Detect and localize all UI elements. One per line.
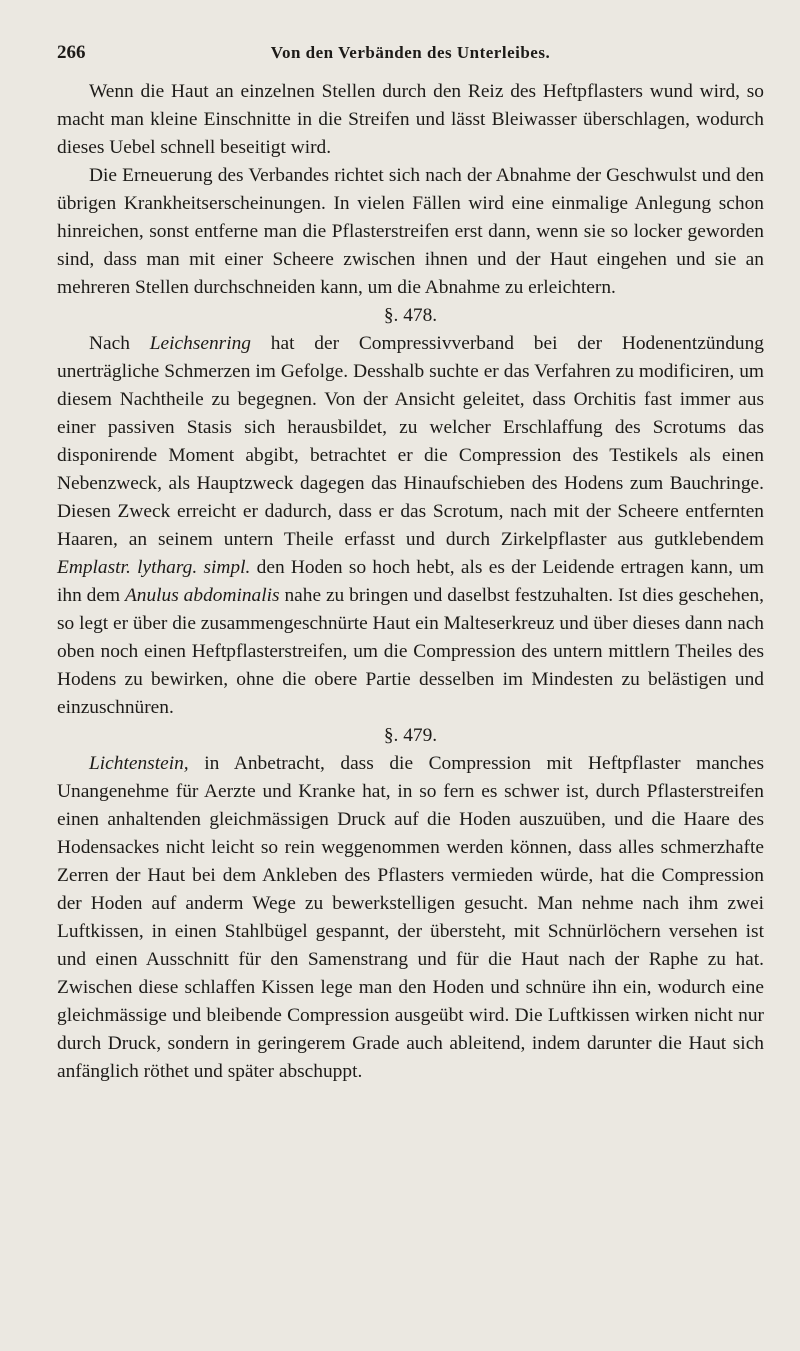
paragraph: Wenn die Haut an einzelnen Stellen durch den Reiz des Heftpflasters wund wird, so macht man kleine Einschnitte in die Streifen und lässt Bleiwasser überschlagen, wodurch dieses Uebel schnell beseitigt wird.: [57, 81, 764, 158]
running-title: Von den Verbänden des Unterleibes.: [270, 43, 551, 62]
latin-term: Anulus abdominalis: [124, 585, 280, 606]
page-body: [57, 78, 764, 1086]
section-number: §. 478.: [383, 305, 438, 326]
paragraph: Die Erneuerung des Verbandes richtet sich nach der Abnahme der Geschwulst und den übrigen Krankheitserscheinungen. In vielen Fällen wird eine einmalige Anlegung schon hinreichen, sonst entferne man die Pflasterstreifen erst dann, wenn sie so locker geworden sind, dass man mit einer Scheere zwischen ihnen und der Haut eingehen und sie an mehreren Stellen durchschneiden kann, um die Abnahme zu erleichtern.: [57, 165, 764, 298]
text-run: Nach: [89, 333, 150, 354]
latin-term: Emplastr. lytharg. simpl.: [57, 557, 251, 578]
text-run: nahe zu bringen und daselbst festzuhalten. Ist dies geschehen, so legt er über die zusammengeschnürte Haut ein Malteserkreuz und über dieses dann nach oben noch einen Heftpflasterstreifen, um die Compression des untern mittlern Theiles des Hodens zu bewirken, ohne die obere Partie desselben im Mindesten zu belästigen und einzuschnüren.: [57, 585, 764, 718]
author-name: Leichsenring: [149, 333, 251, 354]
page-header: [57, 42, 764, 78]
paragraph: [57, 330, 764, 722]
text-run: hat der Compressivverband bei der Hodenentzündung unerträgliche Schmerzen im Gefolge. Desshalb suchte er das Verfahren zu modificiren, um diesem Nachtheile zu begegnen. Von der Ansicht geleitet, dass Orchitis fast immer aus einer passiven Stasis sich herausbildet, zu welcher Erschlaffung des Scrotums das disponirende Moment abgibt, betrachtet er die Compression des Testikels als einen Nebenzweck, als Hauptzweck dagegen das Hinaufschieben des Hodens zum Bauchringe. Diesen Zweck erreicht er dadurch, dass er das Scrotum, nach mit der Scheere entfernten Haaren, an seinem untern Theile erfasst und durch Zirkelpflaster aus gutklebendem: [57, 333, 765, 550]
section-number: §. 479.: [383, 725, 438, 746]
page-number: 266: [57, 42, 86, 63]
text-run: den Hoden so hoch hebt, als es der Leidende ertragen kann, um ihn dem: [57, 557, 764, 606]
text-run: in Anbetracht, dass die Compression mit Heftpflaster manches Unangenehme für Aerzte und Kranke hat, in so fern es schwer ist, durch Pflasterstreifen einen anhaltenden gleichmässigen Druck auf die Hoden auszuüben, und die Haare des Hodensackes nicht leicht so rein weggenommen werden können, dass alles schmerzhafte Zerren der Haut bei dem Ankleben des Pflasters vermieden würde, hat die Compression der Hoden auf anderm Wege zu bewerkstelligen gesucht. Man nehme nach ihm zwei Luftkissen, in einen Stahlbügel gespannt, der übersteht, mit Schnürlöchern versehen ist und einen Ausschnitt für den Samenstrang und für die Haut nach der Raphe zu hat. Zwischen diese schlaffen Kissen lege man den Hoden und schnüre ihn ein, wodurch eine gleichmässige und bleibende Compression ausgeübt wird. Die Luftkissen wirken nicht nur durch Druck, sondern in geringerem Grade auch ableitend, indem darunter die Haut sich anfänglich röthet und später abschuppt.: [57, 753, 764, 1082]
author-name: Lichtenstein,: [89, 753, 189, 774]
paragraph: [57, 750, 764, 1086]
